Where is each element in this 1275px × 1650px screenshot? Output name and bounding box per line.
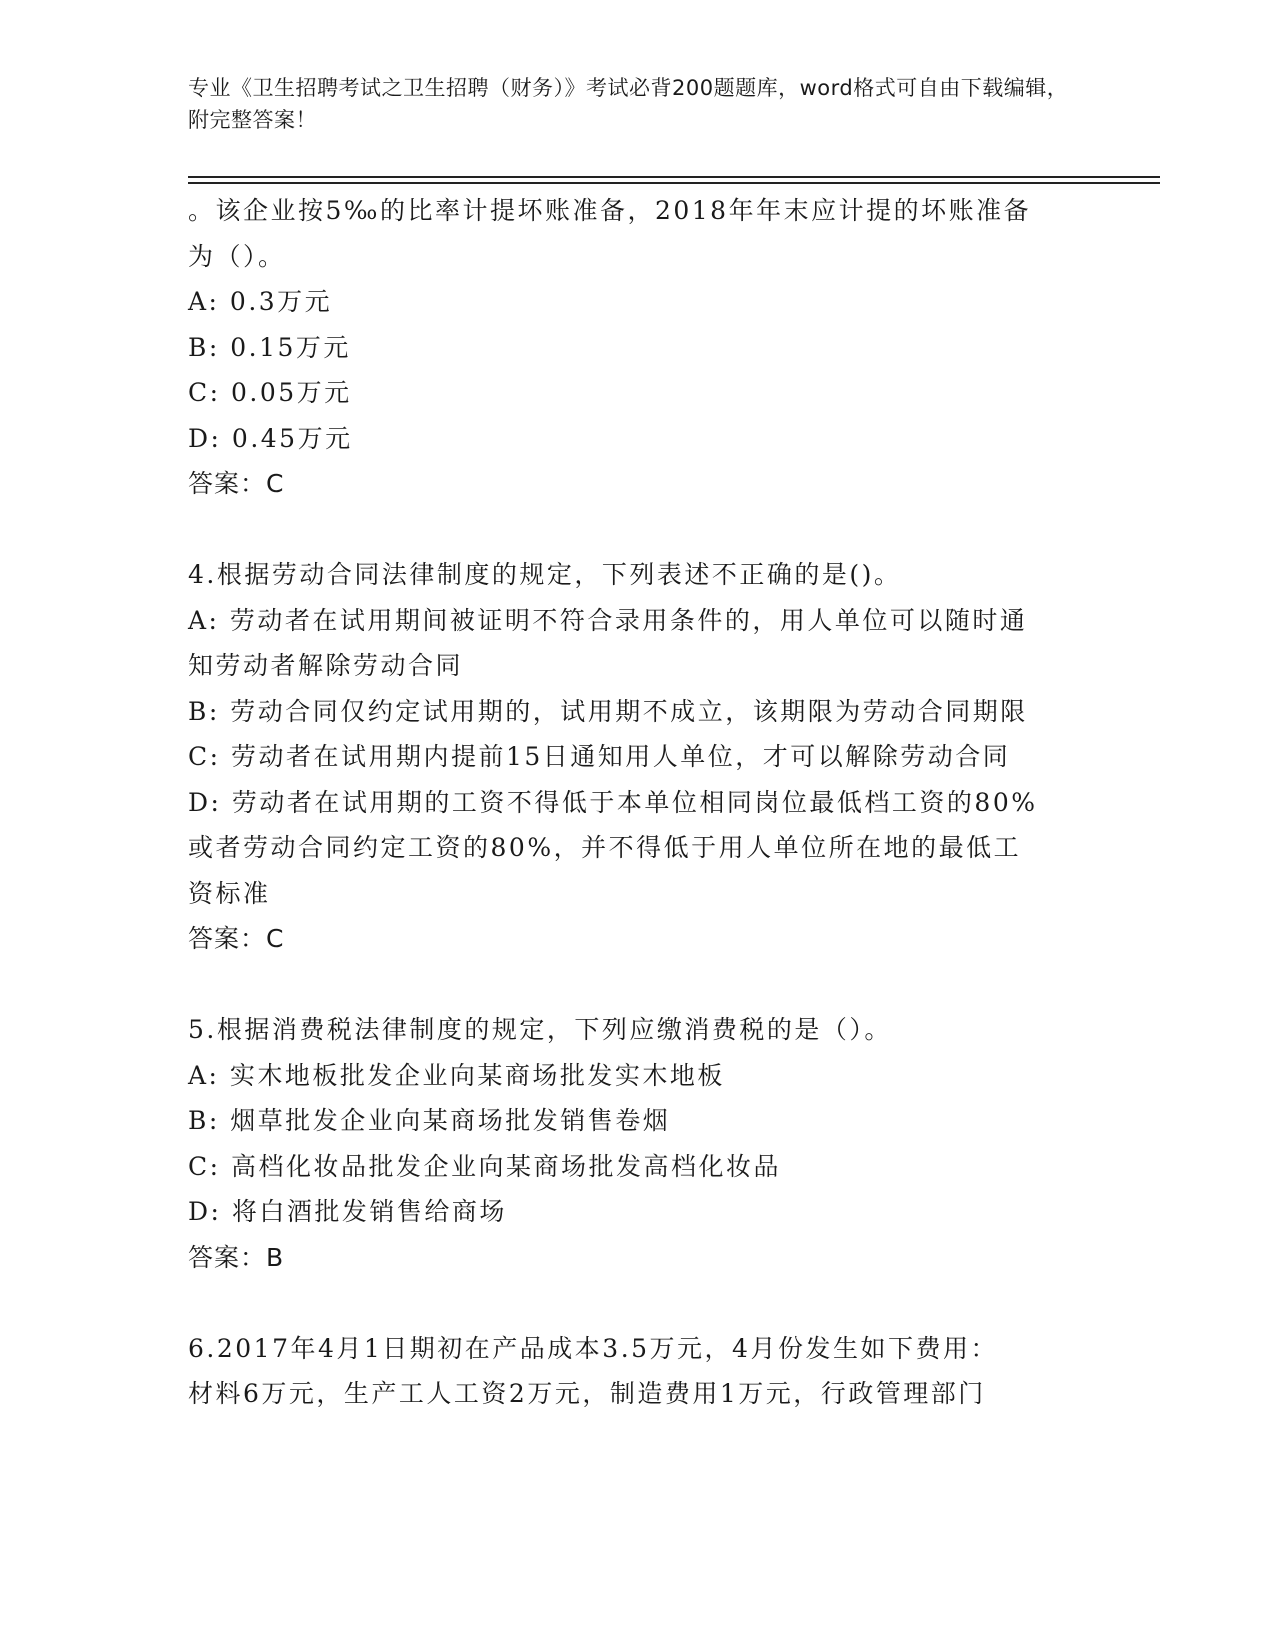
option-c: C: 高档化妆品批发企业向某商场批发高档化妆品: [188, 1151, 781, 1181]
header-divider-top: [188, 176, 1160, 178]
option-b: B: 0.15万元: [188, 332, 351, 362]
spacer: [188, 962, 1088, 1008]
question-stem-line: 6.2017年4月1日期初在产品成本3.5万元，4月份发生如下费用：: [188, 1333, 998, 1363]
answer: 答案：B: [188, 1242, 285, 1272]
question-4: [188, 552, 1088, 962]
header-title: 专业《卫生招聘考试之卫生招聘（财务）》考试必背200题题库，word格式可自由下载编辑，附完整答案！: [188, 76, 1069, 132]
question-stem-line: 材料6万元，生产工人工资2万元，制造费用1万元，行政管理部门: [188, 1379, 986, 1408]
question-stem: 4.根据劳动合同法律制度的规定，下列表述不正确的是()。: [188, 560, 902, 589]
question-stem: 5.根据消费税法律制度的规定，下列应缴消费税的是（）。: [188, 1015, 892, 1044]
option-c: C: 0.05万元: [188, 378, 352, 407]
question-stem-line: 。该企业按5‰的比率计提坏账准备，2018年年末应计提的坏账准备: [188, 196, 1032, 225]
option-d-continued: 或者劳动合同约定工资的80%，并不得低于用人单位所在地的最低工: [188, 833, 1022, 862]
option-a-continued: 知劳动者解除劳动合同: [188, 651, 464, 680]
option-d: D: 将白酒批发销售给商场: [188, 1197, 507, 1226]
option-b: B: 劳动合同仅约定试用期的，试用期不成立，该期限为劳动合同期限: [188, 696, 1028, 726]
answer: 答案：C: [188, 469, 285, 498]
question-3: [188, 188, 1088, 507]
option-d: D: 劳动者在试用期的工资不得低于本单位相同岗位最低档工资的80%: [188, 787, 1038, 817]
question-6: [188, 1326, 1088, 1417]
option-a: A: 0.3万元: [188, 287, 333, 316]
question-5: [188, 1007, 1088, 1280]
spacer: [188, 1280, 1088, 1326]
option-d: D: 0.45万元: [188, 423, 353, 453]
spacer: [188, 507, 1088, 553]
option-b: B: 烟草批发企业向某商场批发销售卷烟: [188, 1106, 671, 1135]
option-c: C: 劳动者在试用期内提前15日通知用人单位，才可以解除劳动合同: [188, 742, 1011, 771]
option-a: A: 实木地板批发企业向某商场批发实木地板: [188, 1060, 725, 1090]
question-content: [188, 188, 1088, 1417]
option-a: A: 劳动者在试用期间被证明不符合录用条件的，用人单位可以随时通: [188, 605, 1028, 635]
answer: 答案：C: [188, 924, 285, 953]
header-divider-bottom: [188, 182, 1160, 184]
question-stem-line: 为（）。: [188, 241, 286, 271]
option-d-continued: 资标准: [188, 878, 271, 908]
document-header: [188, 72, 1088, 136]
